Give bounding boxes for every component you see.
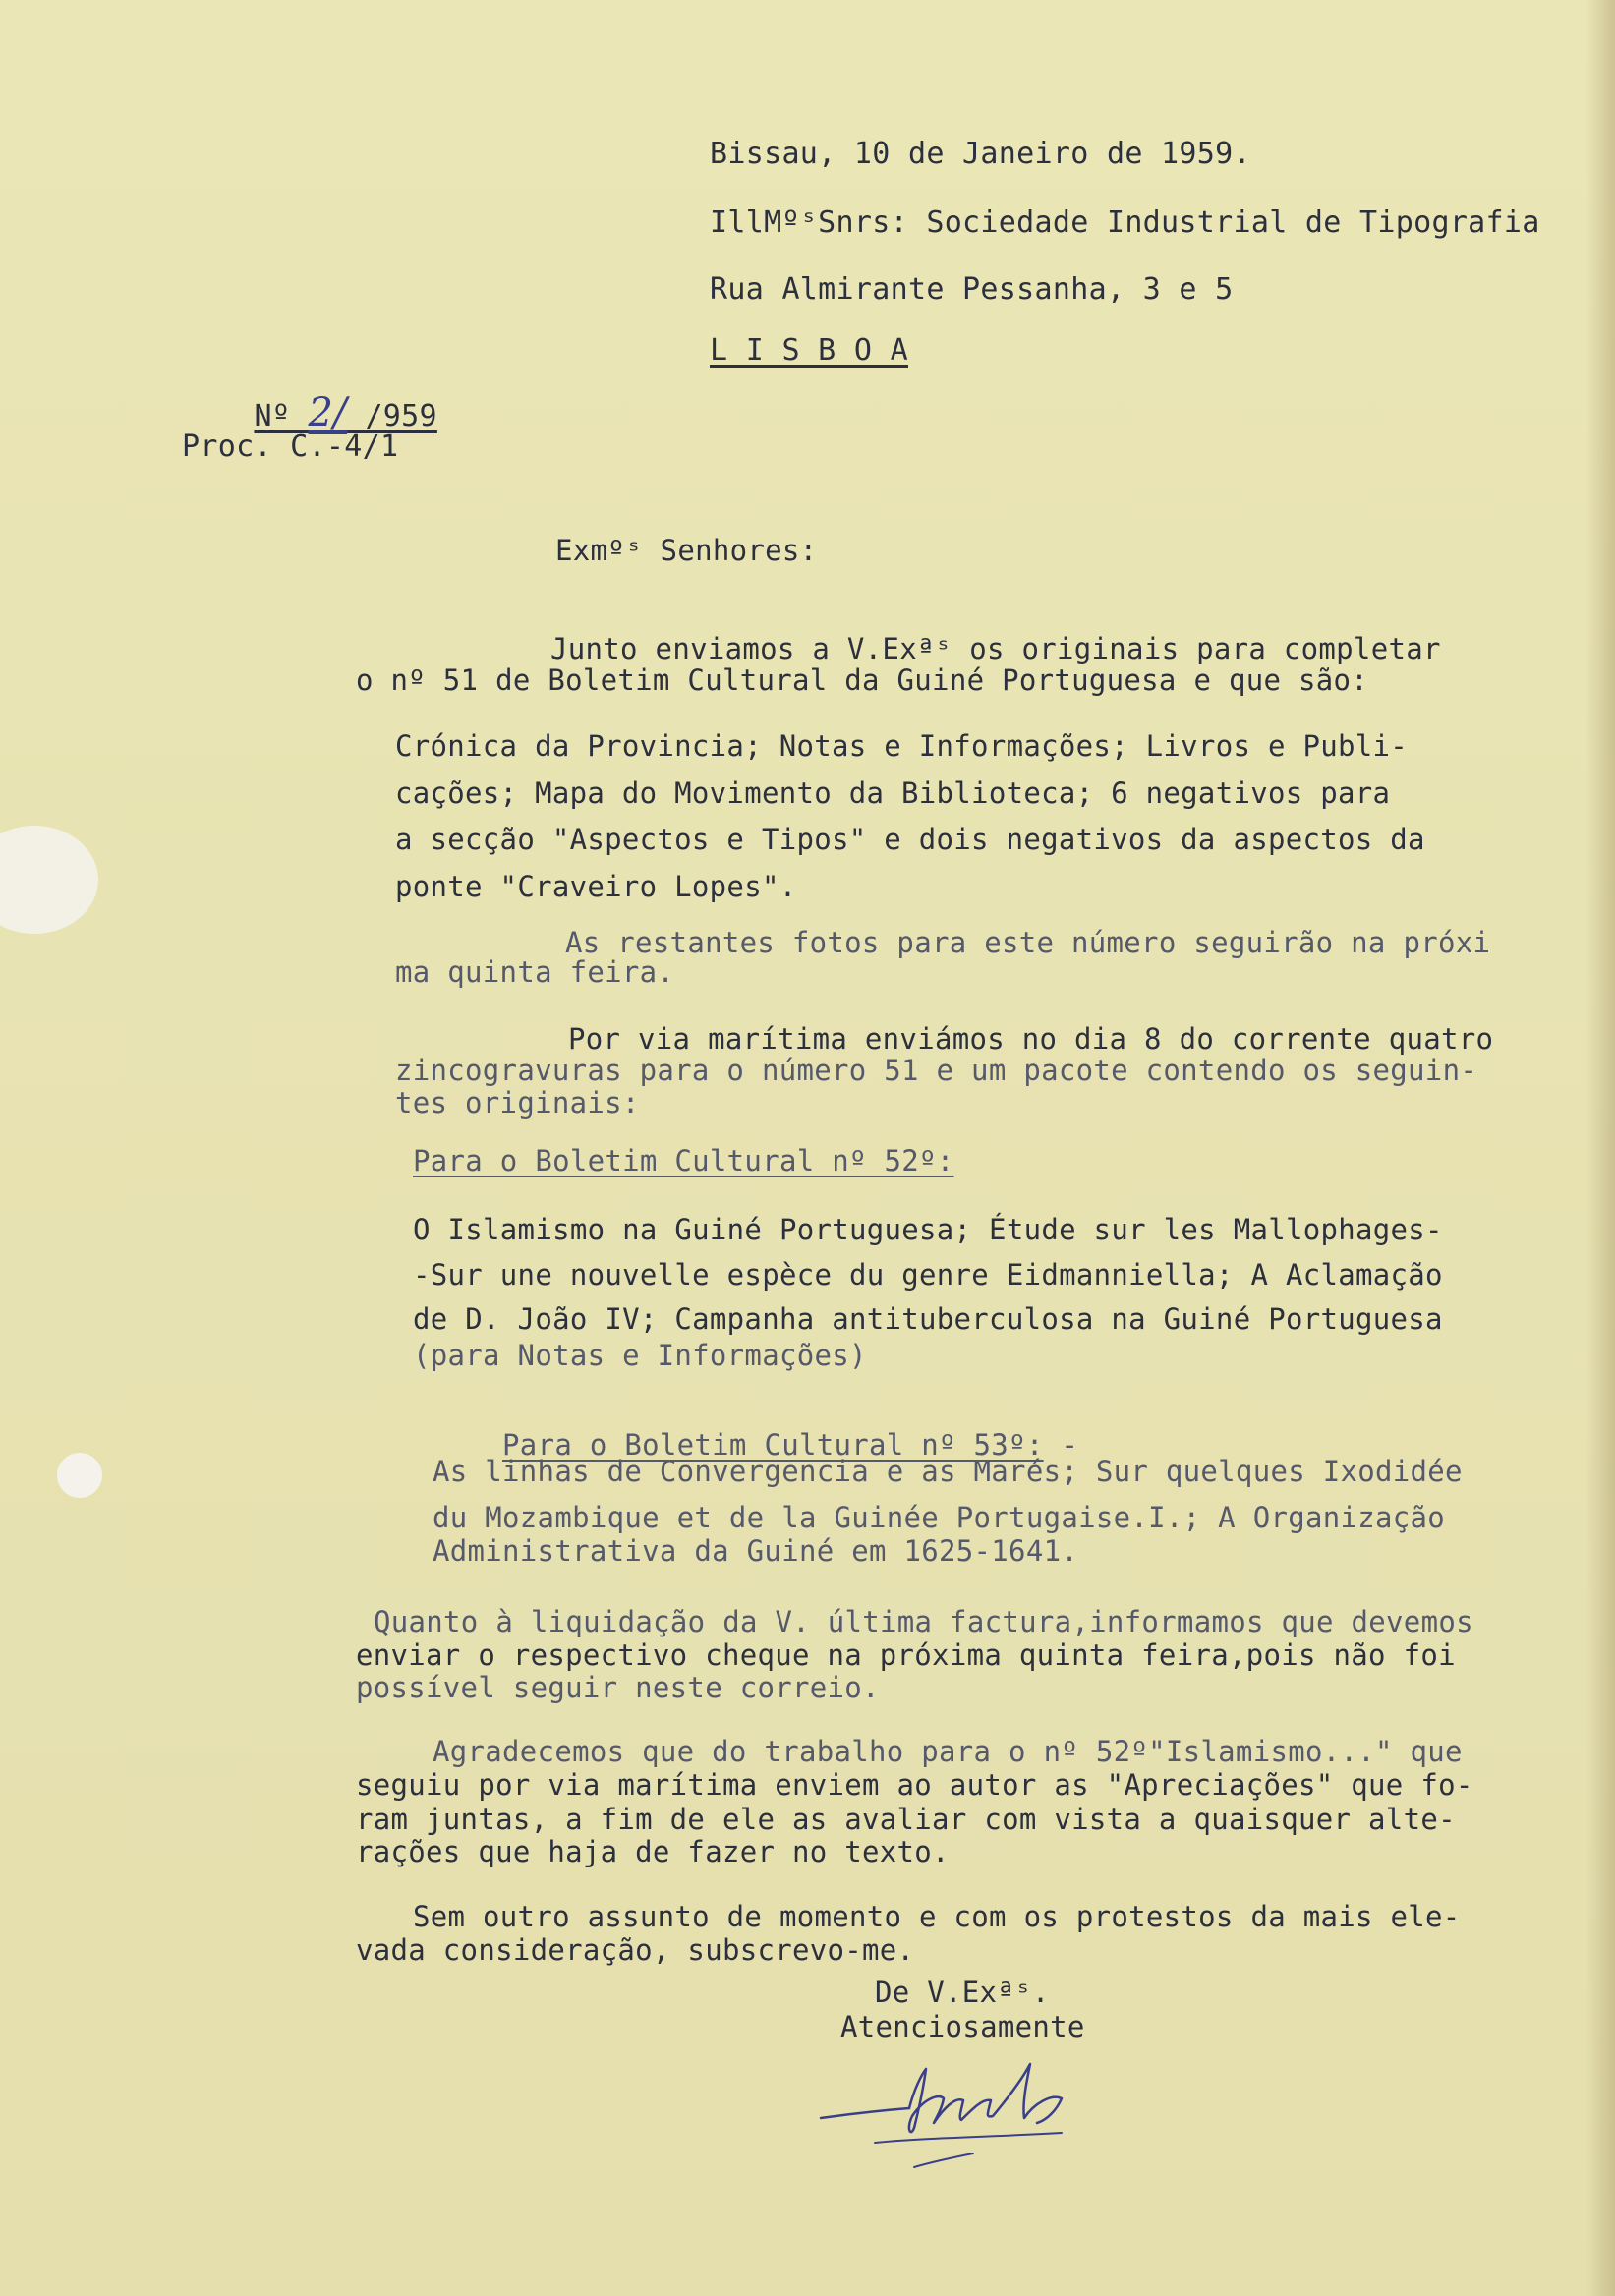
- paragraph-5-line: ram juntas, a fim de ele as avaliar com vista a quaisquer alte-: [356, 1803, 1456, 1836]
- list-52-line: (para Notas e Informações): [413, 1339, 867, 1372]
- addressee-line: IllMºˢSnrs: Sociedade Industrial de Tipografia: [710, 205, 1540, 240]
- list-52-line: -Sur une nouvelle espèce du genre Eidmanniella; A Aclamação: [413, 1258, 1443, 1292]
- paragraph-5-line: Agradecemos que do trabalho para o nº 52º"Islamismo..." que: [433, 1735, 1463, 1768]
- paragraph-3-line: zincogravuras para o número 51 e um pacote contendo os seguin-: [395, 1054, 1478, 1087]
- paragraph-2-line: As restantes fotos para este número seguirão na próxi: [565, 926, 1491, 959]
- paragraph-1-line: o nº 51 de Boletim Cultural da Guiné Portuguesa e que são:: [356, 663, 1369, 697]
- list-52-line: O Islamismo na Guiné Portuguesa; Étude sur les Mallophages-: [413, 1213, 1443, 1246]
- heading-boletim-53-dash: -: [1043, 1428, 1079, 1462]
- paragraph-3-line: Por via marítima enviámos no dia 8 do corrente quatro: [568, 1022, 1494, 1056]
- list-51-line: cações; Mapa do Movimento da Biblioteca; 6 negativos para: [395, 776, 1391, 810]
- handwritten-signature: [816, 2039, 1130, 2177]
- paragraph-4-line: possível seguir neste correio.: [356, 1671, 880, 1704]
- paragraph-5-line: rações que haja de fazer no texto.: [356, 1835, 950, 1868]
- closing-line-1: De V.Exªˢ.: [875, 1976, 1050, 2009]
- city-line: L I S B O A: [710, 333, 908, 368]
- paragraph-4-line: enviar o respectivo cheque na próxima quinta feira,pois não foi: [356, 1638, 1456, 1672]
- paragraph-5-line: seguiu por via marítima enviem ao autor as "Apreciações" que fo-: [356, 1768, 1473, 1802]
- paragraph-2-line: ma quinta feira.: [395, 955, 675, 989]
- paragraph-6-line: Sem outro assunto de momento e com os protestos da mais ele-: [413, 1900, 1461, 1933]
- process-reference: Proc. C.-4/1: [182, 430, 399, 464]
- reference-number-suffix: /959: [347, 399, 437, 433]
- date-line: Bissau, 10 de Janeiro de 1959.: [710, 137, 1251, 171]
- punch-hole-bottom: [57, 1453, 102, 1498]
- punch-hole-top: [0, 826, 98, 934]
- reference-number-prefix: Nº: [254, 399, 309, 433]
- closing-line-2: Atenciosamente: [840, 2010, 1085, 2043]
- list-53-line: As linhas de Convergencia e as Marés; Sur quelques Ixodidée: [433, 1455, 1463, 1488]
- heading-boletim-52: Para o Boletim Cultural nº 52º:: [413, 1144, 954, 1177]
- paragraph-3-line: tes originais:: [395, 1086, 640, 1119]
- heading-boletim-53-text: Para o Boletim Cultural nº 53º:: [502, 1428, 1044, 1462]
- salutation: Exmºˢ Senhores:: [555, 534, 818, 567]
- list-52-line: de D. João IV; Campanha antituberculosa na Guiné Portuguesa: [413, 1302, 1443, 1336]
- list-53-line: Administrativa da Guiné em 1625-1641.: [433, 1534, 1079, 1568]
- paragraph-1-line: Junto enviamos a V.Exªˢ os originais para completar: [550, 632, 1441, 665]
- list-51-line: a secção "Aspectos e Tipos" e dois negativos da aspectos da: [395, 823, 1425, 856]
- list-51-line: Crónica da Provincia; Notas e Informações; Livros e Publi-: [395, 729, 1409, 763]
- list-51-line: ponte "Craveiro Lopes".: [395, 870, 797, 903]
- paragraph-4-line: Quanto à liquidação da V. última factura,informamos que devemos: [374, 1605, 1473, 1638]
- paragraph-6-line: vada consideração, subscrevo-me.: [356, 1933, 915, 1967]
- street-line: Rua Almirante Pessanha, 3 e 5: [710, 272, 1234, 307]
- reference-number-handwritten: 2/: [308, 390, 348, 435]
- list-53-line: du Mozambique et de la Guinée Portugaise.I.; A Organização: [433, 1501, 1446, 1534]
- paper-edge-shadow: [1586, 0, 1615, 2296]
